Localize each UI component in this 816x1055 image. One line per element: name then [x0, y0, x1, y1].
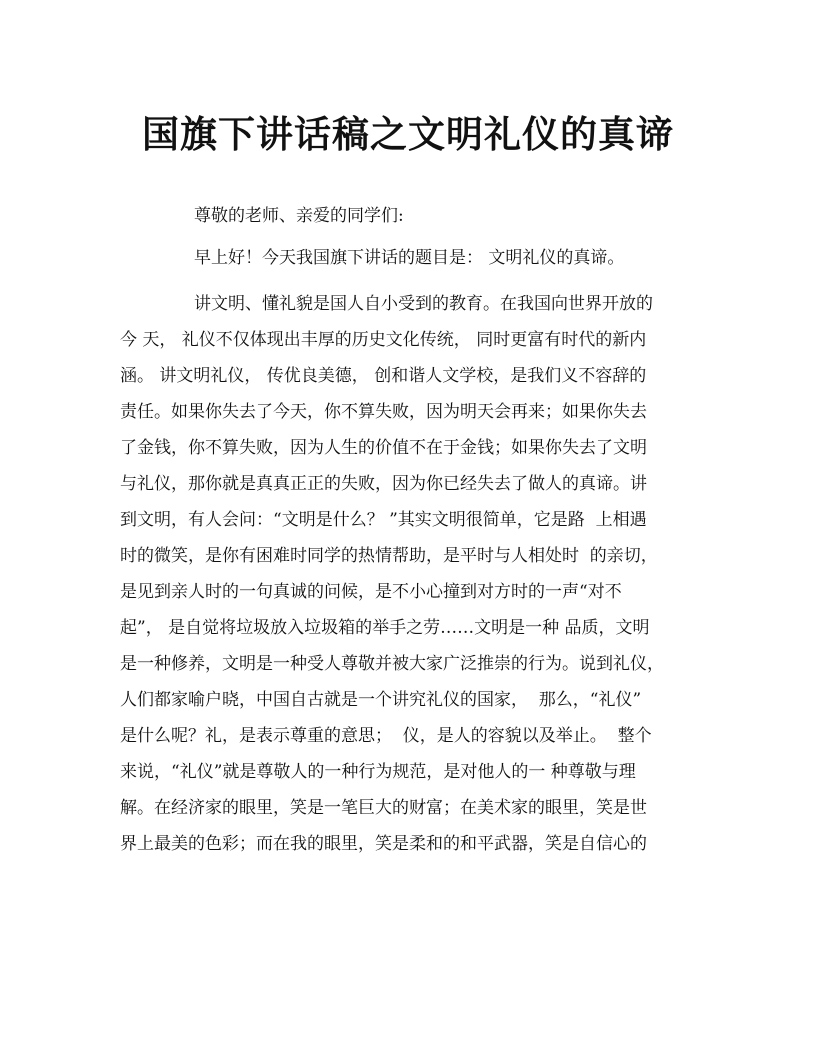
body-line: 是什么呢？礼，是表示尊重的意思； 仪，是人的容貌以及举止。 整个	[120, 726, 652, 746]
body-line: 解。在经济家的眼里，笑是一笔巨大的财富；在美术家的眼里，笑是世	[120, 798, 647, 818]
body-line: 是见到亲人时的一句真诚的问候，是不小心撞到对方时的一声“对不	[120, 582, 622, 602]
body-line: 起”， 是自觉将垃圾放入垃圾箱的举手之劳……文明是一种 品质，文明	[120, 618, 650, 638]
body-paragraph	[120, 286, 700, 862]
body-line: 到文明，有人会问：“文明是什么？ ”其实文明很简单，它是路 上相遇	[120, 510, 647, 530]
body-line: 了金钱，你不算失败，因为人生的价值不在于金钱；如果你失去了文明	[120, 438, 647, 458]
body-line: 与礼仪，那你就是真真正正的失败，因为你已经失去了做人的真谛。讲	[120, 474, 647, 494]
body-line: 今 天， 礼仪不仅体现出丰厚的历史文化传统， 同时更富有时代的新内	[120, 330, 647, 350]
body-line: 讲文明、懂礼貌是国人自小受到的教育。在我国向世界开放的	[194, 294, 653, 314]
body-line: 责任。如果你失去了今天，你不算失败，因为明天会再来；如果你失去	[120, 402, 647, 422]
body-line: 是一种修养，文明是一种受人尊敬并被大家广泛推崇的行为。说到礼仪，	[120, 654, 664, 674]
body-line: 人们都家喻户晓，中国自古就是一个讲究礼仪的国家， 那么，“礼仪”	[120, 690, 642, 710]
document-title: 国旗下讲话稿之文明礼仪的真谛	[142, 112, 674, 156]
intro-line: 早上好！今天我国旗下讲话的题目是： 文明礼仪的真谛。	[194, 248, 625, 268]
greeting-line: 尊敬的老师、亲爱的同学们:	[194, 206, 404, 226]
body-line: 涵。 讲文明礼仪， 传优良美德， 创和谐人文学校，是我们义不容辞的	[120, 366, 647, 386]
body-line: 来说，“礼仪”就是尊敬人的一种行为规范，是对他人的一 种尊敬与理	[120, 762, 636, 782]
body-line: 界上最美的色彩；而在我的眼里，笑是柔和的和平武器，笑是自信心的	[120, 834, 647, 854]
body-line: 时的微笑，是你有困难时同学的热情帮助，是平时与人相处时 的亲切，	[120, 546, 658, 566]
